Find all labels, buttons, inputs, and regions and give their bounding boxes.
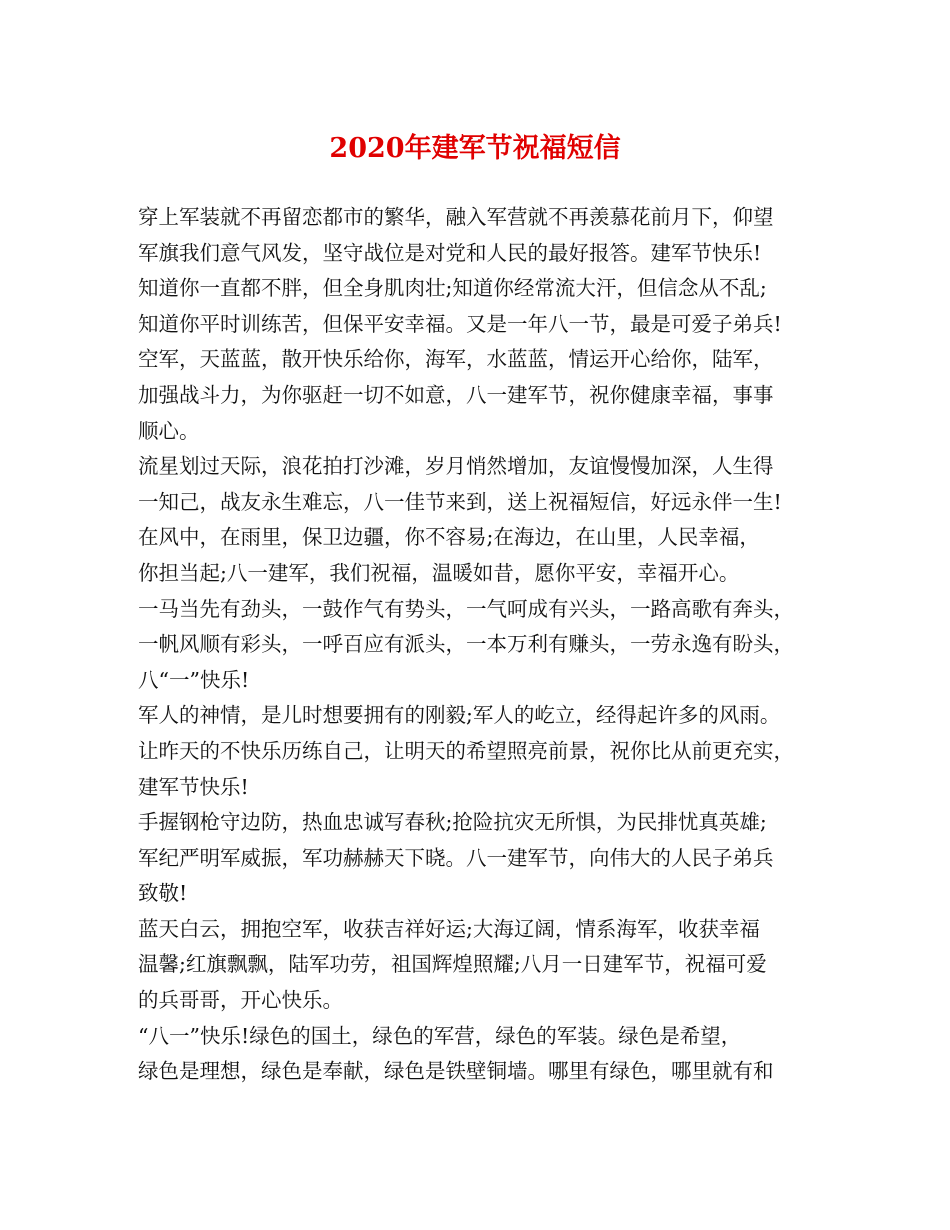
body-line: 顺心。 — [138, 418, 200, 443]
body-line: 绿色是理想，绿色是奉献，绿色是铁壁铜墙。哪里有绿色，哪里就有和 — [138, 1059, 774, 1084]
body-line: 军旗我们意气风发，坚守战位是对党和人民的最好报答。建军节快乐! — [138, 240, 762, 265]
document-body — [138, 200, 828, 1090]
body-line: 一知己，战友永生难忘，八一佳节来到，送上祝福短信，好远永伴一生! — [138, 489, 782, 514]
body-line: 军人的神情，是儿时想要拥有的刚毅;军人的屹立，经得起许多的风雨。 — [138, 703, 781, 728]
document-title: 2020年建军节祝福短信 — [329, 133, 621, 164]
body-line: 让昨天的不快乐历练自己，让明天的希望照亮前景，祝你比从前更充实， — [138, 738, 794, 763]
body-line: “八一”快乐!绿色的国土，绿色的军营，绿色的军装。绿色是希望， — [138, 1023, 742, 1048]
body-line: 建军节快乐! — [138, 774, 249, 799]
body-line: 一帆风顺有彩头，一呼百应有派头，一本万利有赚头，一劳永逸有盼头， — [138, 632, 794, 657]
body-line: 空军，天蓝蓝，散开快乐给你，海军，水蓝蓝，情运开心给你，陆军， — [138, 347, 774, 372]
body-line: 温馨;红旗飘飘，陆军功劳，祖国辉煌照耀;八月一日建军节，祝福可爱 — [138, 952, 767, 977]
body-line: 的兵哥哥，开心快乐。 — [138, 988, 343, 1013]
body-line: 加强战斗力，为你驱赶一切不如意，八一建军节，祝你健康幸福，事事 — [138, 382, 774, 407]
body-line: 流星划过天际，浪花拍打沙滩，岁月悄然增加，友谊慢慢加深，人生得 — [138, 454, 774, 479]
body-line: 穿上军装就不再留恋都市的繁华，融入军营就不再羡慕花前月下，仰望 — [138, 205, 774, 229]
body-line: 八“一”快乐! — [138, 667, 250, 692]
body-line: 军纪严明军威振，军功赫赫天下晓。八一建军节，向伟大的人民子弟兵 — [138, 845, 774, 870]
body-line: 在风中，在雨里，保卫边疆，你不容易;在海边，在山里，人民幸福， — [138, 525, 760, 550]
body-line: 蓝天白云，拥抱空军，收获吉祥好运;大海辽阔，情系海军，收获幸福 — [138, 916, 760, 941]
body-line: 你担当起;八一建军，我们祝福，温暖如昔，愿你平安，幸福开心。 — [138, 560, 740, 585]
body-line: 知道你一直都不胖，但全身肌肉壮;知道你经常流大汗，但信念从不乱; — [138, 276, 767, 301]
body-line: 手握钢枪守边防，热血忠诚写春秋;抢险抗灾无所惧，为民排忧真英雄; — [138, 810, 767, 835]
body-line: 一马当先有劲头，一鼓作气有势头，一气呵成有兴头，一路高歌有奔头， — [138, 596, 794, 621]
body-line: 知道你平时训练苦，但保平安幸福。又是一年八一节，最是可爱子弟兵! — [138, 311, 782, 336]
body-line: 致敬! — [138, 881, 188, 906]
